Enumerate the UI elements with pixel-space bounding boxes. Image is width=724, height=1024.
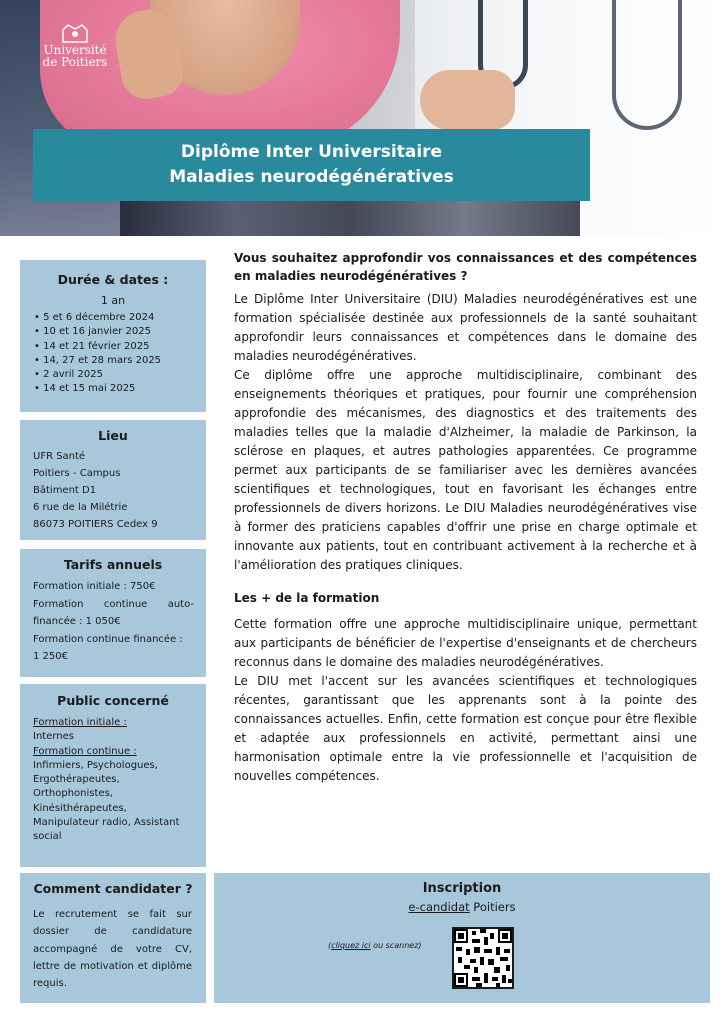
public-title: Public concerné [57,693,169,708]
public-line: Kinésithérapeutes, [33,802,127,814]
address-line: Poitiers - Campus [33,468,121,479]
tarifs-box [20,549,206,677]
inscription-note [328,941,422,950]
date-item: • 14 et 15 mai 2025 [34,382,206,396]
public-line: Manipulateur radio, Assistant [33,817,180,829]
public-line: social [33,831,62,843]
date-item: • 5 et 6 décembre 2024 [34,311,206,325]
public-line: Internes [33,731,74,743]
note-open: ( [328,941,332,950]
inscription-title: Inscription [422,881,502,896]
qr-code-icon [454,929,512,987]
address-line: 6 rue de la Milétrie [33,502,128,513]
candidater-text: Le recrutement se fait sur dossier de candidature accompagné de votre CV, lettre de motivation et diplôme requis. [33,909,192,990]
e-candidat-link[interactable]: e-candidat [408,900,470,914]
public-line: Infirmiers, Psychologues, [33,759,158,771]
public-list [33,716,194,845]
inscription-box [214,873,710,1003]
candidater-title: Comment candidater ? [33,881,193,896]
click-here-link[interactable]: cliquez ici [331,941,371,950]
tarifs-list [33,578,194,666]
paragraph-1: Le Diplôme Inter Universitaire (DIU) Maladies neurodégénératives est une formation spécialisée destinée aux professionnels de la santé souhaitant approfondir leurs connaissances et compétences dans le domaine des maladies neurodégénératives. [234,292,697,363]
inscription-line [214,900,710,914]
lieu-address [33,448,206,533]
tarif-line: Formation continue financée : [33,633,183,645]
duree-value: 1 an [100,294,126,307]
date-item: • 14 et 21 février 2025 [34,340,206,354]
title-banner [33,129,590,201]
public-heading: Formation initiale : [33,717,127,728]
date-item: • 14, 27 et 28 mars 2025 [34,354,206,368]
paragraph-4: Le DIU met l'accent sur les avancées scientifiques et technologiques récentes, garantissant que les apprenants sont à la pointe des connaissances actuelles. Enfin, cette formation est conçue pour être flexible et adaptée aux professionnels en activité, permettant ainsi une harmonisation optimale entre la vie professionnelle et l'acquisition de nouvelles compétences. [234,674,697,783]
paragraph-3: Cette formation offre une approche multidisciplinaire unique, permettant aux participants de bénéficier de l'expertise d'enseignants et de chercheurs reconnus dans le domaine des maladies neurodégénératives. [234,617,697,669]
duree-box [20,260,206,412]
address-line: 86073 POITIERS Cedex 9 [33,519,158,530]
public-line: Ergothérapeutes, [33,774,120,786]
doctor-hand [420,70,515,130]
lieu-box [20,420,206,540]
title-line-1: Diplôme Inter Universitaire [180,142,443,162]
note-rest: ou scannez) [370,941,422,950]
public-heading: Formation continue : [33,745,137,757]
duree-title: Durée & dates : [57,272,169,287]
tarif-line: Formation continue auto- [33,598,194,610]
logo-line-2: de Poitiers [42,55,108,69]
public-box [20,684,206,867]
paragraph-2: Ce diplôme offre une approche multidisciplinaire, combinant des enseignements théoriques et pratiques, pour fournir une compréhension approfondie des mécanismes, des diagnostics et des traitements des maladies telles que la maladie d'Alzheimer, la maladie de Parkinson, la sclérose en plaques, et autres pathologies apparentées. Ce programme permet aux participants de se familiariser avec les dernières avancées scientifiques et technologiques, tout en favorisant les échanges entre professionnels de divers horizons. Le DIU Maladies neurodégénératives vise à former des praticiens capables d'offrir une prise en charge optimale et innovante aux patients, tout en contribuant activement à la recherche et à l'amélioration des pratiques cliniques. [234,368,697,572]
intro-question: Vous souhaitez approfondir vos connaissances et des compétences en maladies neurodégénératives ? [234,251,697,283]
main-content [234,249,697,786]
address-line: Bâtiment D1 [33,485,97,496]
xray-film [120,200,580,236]
tarif-line: 1 250€ [33,651,68,662]
address-line: UFR Santé [33,451,86,462]
tarifs-title: Tarifs annuels [63,557,163,572]
title-line-2: Maladies neurodégénératives [169,167,454,187]
qr-code[interactable] [452,927,514,989]
tarif-line: financée : 1 050€ [33,616,121,627]
university-logo [30,22,120,78]
section-heading-plus: Les + de la formation [234,591,380,605]
date-item: • 10 et 16 janvier 2025 [34,325,206,339]
lieu-title: Lieu [98,428,128,443]
tarif-line: Formation initiale : 750€ [33,581,156,592]
dates-list [34,311,206,397]
inscription-suffix: Poitiers [469,900,516,914]
public-line: Orthophonistes, [33,788,113,800]
logo-line-1: Université [43,43,107,57]
crest-icon [60,22,90,44]
candidater-box [20,873,206,1003]
date-item: • 2 avril 2025 [34,368,206,382]
stethoscope-tube [612,0,682,130]
